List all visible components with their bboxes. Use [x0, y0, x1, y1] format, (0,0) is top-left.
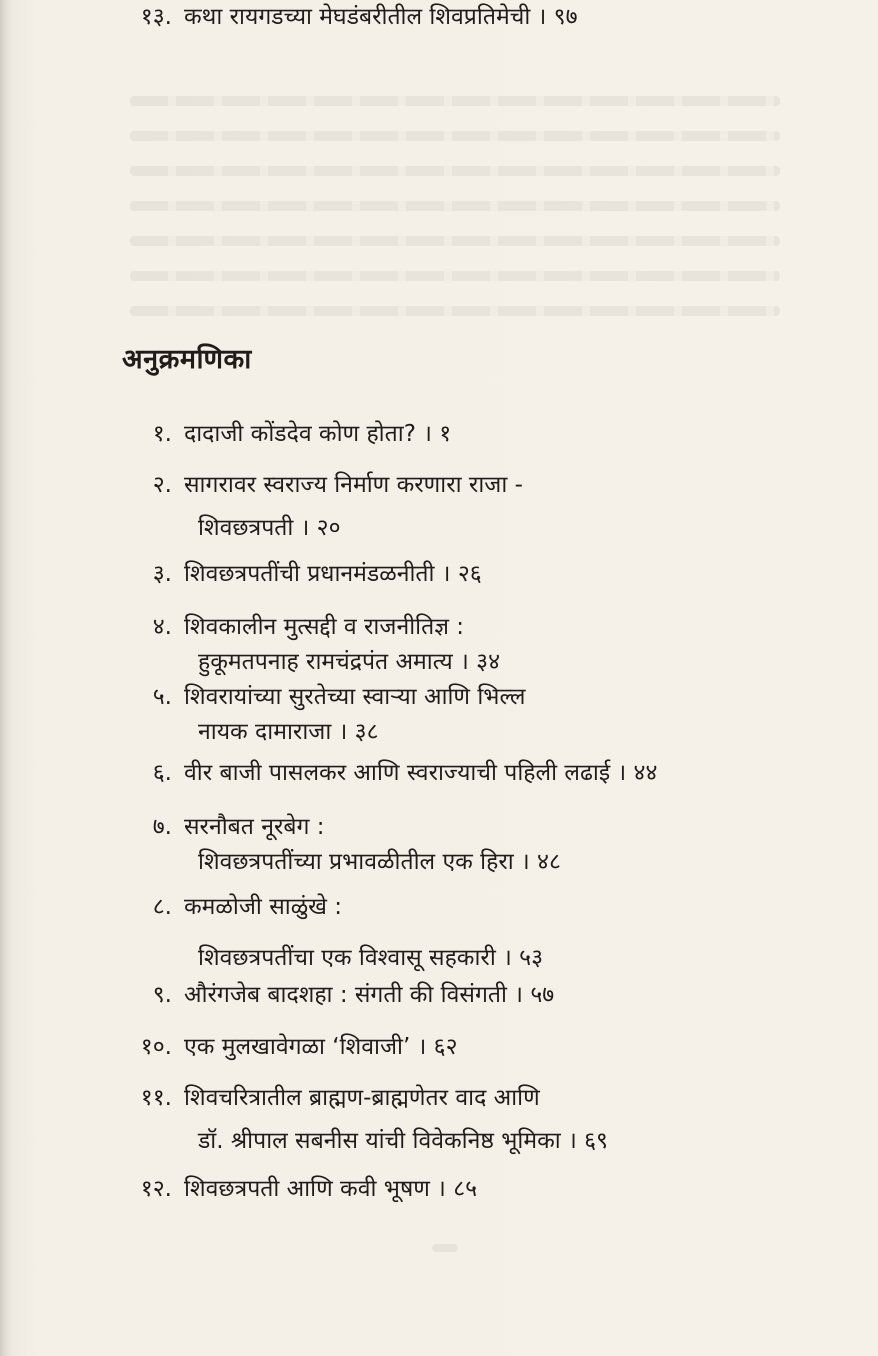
entry-title: शिवकालीन मुत्सद्दी व राजनीतिज्ञ :	[184, 614, 465, 640]
entry-title: वीर बाजी पासलकर आणि स्वराज्याची पहिली लढाई । ४४	[184, 760, 658, 786]
entry-title-continuation: नायक दामाराजा । ३८	[198, 719, 379, 745]
entry-title: सरनौबत नूरबेग :	[184, 814, 325, 840]
entry-title: शिवछत्रपतींची प्रधानमंडळनीती । २६	[184, 561, 482, 587]
entry-title: शिवरायांच्या सुरतेच्या स्वाऱ्या आणि भिल्ल	[184, 684, 526, 710]
entry-title-continuation: शिवछत्रपती । २०	[198, 515, 341, 541]
entry-number: ४.	[152, 614, 172, 640]
entry-number: ६.	[152, 760, 172, 786]
page-number-bleed	[432, 1244, 458, 1252]
entry-number: ५.	[152, 684, 172, 710]
toc-heading: अनुक्रमणिका	[122, 344, 252, 375]
entry-number: १०.	[140, 1034, 172, 1060]
entry-number: ८.	[152, 894, 172, 920]
entry-title-continuation: शिवछत्रपतींच्या प्रभावळीतील एक हिरा । ४८	[198, 849, 561, 875]
entry-title: शिवचरित्रातील ब्राह्मण-ब्राह्मणेतर वाद आणि	[184, 1085, 540, 1111]
entry-number: ७.	[152, 814, 172, 840]
entry-number: ३.	[152, 561, 172, 587]
entry-title: एक मुलखावेगळा ‘शिवाजी’ । ६२	[184, 1034, 458, 1060]
entry-title: शिवछत्रपती आणि कवी भूषण । ८५	[184, 1176, 478, 1202]
entry-number: १३.	[140, 4, 172, 30]
entry-number: ११.	[140, 1085, 172, 1111]
entry-title-continuation: डॉ. श्रीपाल सबनीस यांची विवेकनिष्ठ भूमिका । ६९	[198, 1128, 609, 1154]
entry-number: १२.	[140, 1176, 172, 1202]
entry-title: कमळोजी साळुंखे :	[184, 894, 343, 920]
entry-title: दादाजी कोंडदेव कोण होता? । १	[184, 421, 452, 447]
entry-number: १.	[152, 421, 172, 447]
entry-title-continuation: शिवछत्रपतींचा एक विश्वासू सहकारी । ५३	[198, 945, 544, 971]
entry-number: २.	[152, 472, 172, 498]
entry-title: सागरावर स्वराज्य निर्माण करणारा राजा -	[184, 472, 523, 498]
entry-number: ९.	[152, 982, 172, 1008]
entry-title-continuation: हुकूमतपनाह रामचंद्रपंत अमात्य । ३४	[198, 649, 501, 675]
entry-title: औरंगजेब बादशहा : संगती की विसंगती । ५७	[184, 982, 555, 1008]
entry-title: कथा रायगडच्या मेघडंबरीतील शिवप्रतिमेची । ९७	[184, 4, 578, 30]
